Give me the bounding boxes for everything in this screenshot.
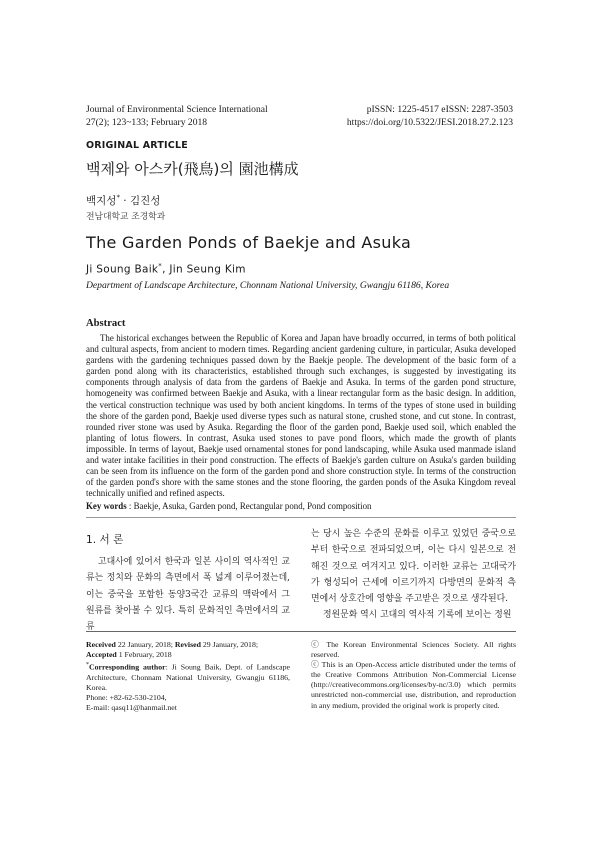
issn: pISSN: 1225-4517 eISSN: 2287-3503 [366, 104, 513, 115]
abstract-heading: Abstract [86, 318, 126, 329]
footnote-divider [86, 631, 516, 632]
corresponding-label: Corresponding author [89, 662, 166, 672]
english-affiliation: Department of Landscape Architecture, Chonnam National University, Gwangju 61186, Korea [86, 280, 450, 291]
keywords-values: : Baekje, Asuka, Garden pond, Rectangular pond, Pond composition [126, 501, 372, 511]
volume-pages: 27(2); 123~133; February 2018 [86, 116, 208, 128]
footnote-dates-contact [86, 640, 290, 713]
body-column-right [311, 526, 516, 624]
accepted-line [86, 650, 290, 660]
corresponding-text: : Ji Soung Baik, Dept. of Landscape Architecture, Chonnam National University, Gwangju 61186, Korea. [86, 662, 290, 692]
accepted-label: Accepted [86, 650, 117, 660]
korean-authors [86, 193, 160, 208]
accepted-date: 1 February, 2018 [116, 650, 172, 660]
received-date: 22 January, 2018; [115, 640, 175, 649]
email-link[interactable]: E-mail: qasq11@hanmail.net [86, 703, 177, 713]
license-text: ⓒ This is an Open-Access article distributed under the terms of the Creative Commons Attribution Non-Commercial License (http://creativecommons.org/licenses/by-nc/3.0) which permits unrestricted non-commercial use, distribution, and reproduction in any medium, provided the original work is properly cited. [311, 660, 516, 710]
body-paragraph-continued: 는 당시 높은 수준의 문화를 이루고 있었던 중국으로부터 한국으로 전파되었으며, 이는 다시 일본으로 전해진 것으로 여겨지고 있다. 이러한 교류는 고대국가가 형성되어 근세에 이르기까지 다방면의 문화적 측면에서 상호간에 영향을 주고받은 것으로 생각된다. [311, 529, 516, 605]
footnote-license [311, 640, 516, 711]
corresponding-mark: * [86, 662, 89, 669]
corresponding-mark: * [116, 193, 120, 202]
copyright: ⓒ The Korean Environmental Sciences Society. All rights reserved. [311, 640, 516, 660]
english-author-2: , Jin Seung Kim [162, 263, 246, 276]
body-paragraph-new: 정원문화 역시 고대의 역사적 기록에 보이는 정원 [323, 610, 512, 621]
journal-info [86, 104, 268, 129]
keywords [86, 501, 516, 511]
corresponding-mark: * [158, 262, 163, 270]
korean-author-2: · 김진성 [119, 195, 161, 207]
abstract-body: The historical exchanges between the Republic of Korea and Japan have broadly occurred, in terms of both political and cultural aspects, from ancient to modern times. Regarding ancient gardening culture, in particular, Asuka developed gardens with the gardening techniques passed down by the Baekje people. The development of the basic form of a garden pond along with its characteristics, established through such exchanges, is suggested by investigating its components through analysis of data from the gardens of Baekje and Asuka. In terms of the garden pond structure, homogeneity was confirmed between Baekje and Asuka, with a linear rectangular form as the basic design. In addition, the vertical construction technique was used by both ancient kingdoms. In terms of the types of stone used in building the shore of the garden pond, Baekje used diverse types such as natural stone, crushed stone, and cut stone. In contrast, rounded river stone was used by Asuka. Regarding the floor of the garden pond, Baekje used soil, which enabled the planting of lotus flowers. In contrast, Asuka used stones to pave pond floors, which made the growth of plants impossible. In terms of layout, Baekje used ornamental stones for pond landscaping, while Asuka used manmade island and water intake facilities in their pond construction. The effects of Baekje's garden culture on Asuka's garden building can be seen from its influence on the form of the garden pond and shore construction style. In terms of the construction of the garden pond's shore with the same stones and the stone flooring, the garden ponds of the Asuka Kingdom reveal technically unified and refined aspects. [86, 333, 516, 499]
keywords-divider [86, 517, 516, 518]
body-column-left: 고대사에 있어서 한국과 일본 사이의 역사적인 교류는 정치와 문화의 측면에서 폭 넓게 이루어졌는데, 이는 중국을 포함한 동양3국간 교류의 맥락에서 그 원류를 찾아볼 수 있다. 특히 문화적인 측면에서의 교류 [86, 557, 290, 633]
phone: Phone: +82-62-530-2104, [86, 693, 167, 703]
corresponding-author [86, 660, 290, 693]
english-authors [86, 262, 246, 276]
doi-link[interactable]: https://doi.org/10.5322/JESI.2018.27.2.123 [346, 116, 513, 128]
korean-affiliation: 전남대학교 조경학과 [86, 212, 166, 222]
revised-label: Revised [174, 640, 201, 649]
section-heading-introduction: 1. 서 론 [86, 534, 124, 546]
keywords-label: Key words [86, 501, 127, 511]
korean-title: 백제와 아스카(飛鳥)의 園池構成 [86, 160, 299, 178]
received-label: Received [86, 640, 116, 649]
english-title: The Garden Ponds of Baekje and Asuka [86, 233, 412, 252]
revised-date: 29 January, 2018; [200, 640, 259, 649]
korean-author-1: 백지성 [86, 195, 117, 207]
dates-line [86, 640, 290, 650]
journal-identifiers [347, 104, 513, 129]
journal-name: Journal of Environmental Science International [86, 104, 268, 115]
article-type: ORIGINAL ARTICLE [86, 140, 188, 151]
english-author-1: Ji Soung Baik [86, 263, 159, 276]
